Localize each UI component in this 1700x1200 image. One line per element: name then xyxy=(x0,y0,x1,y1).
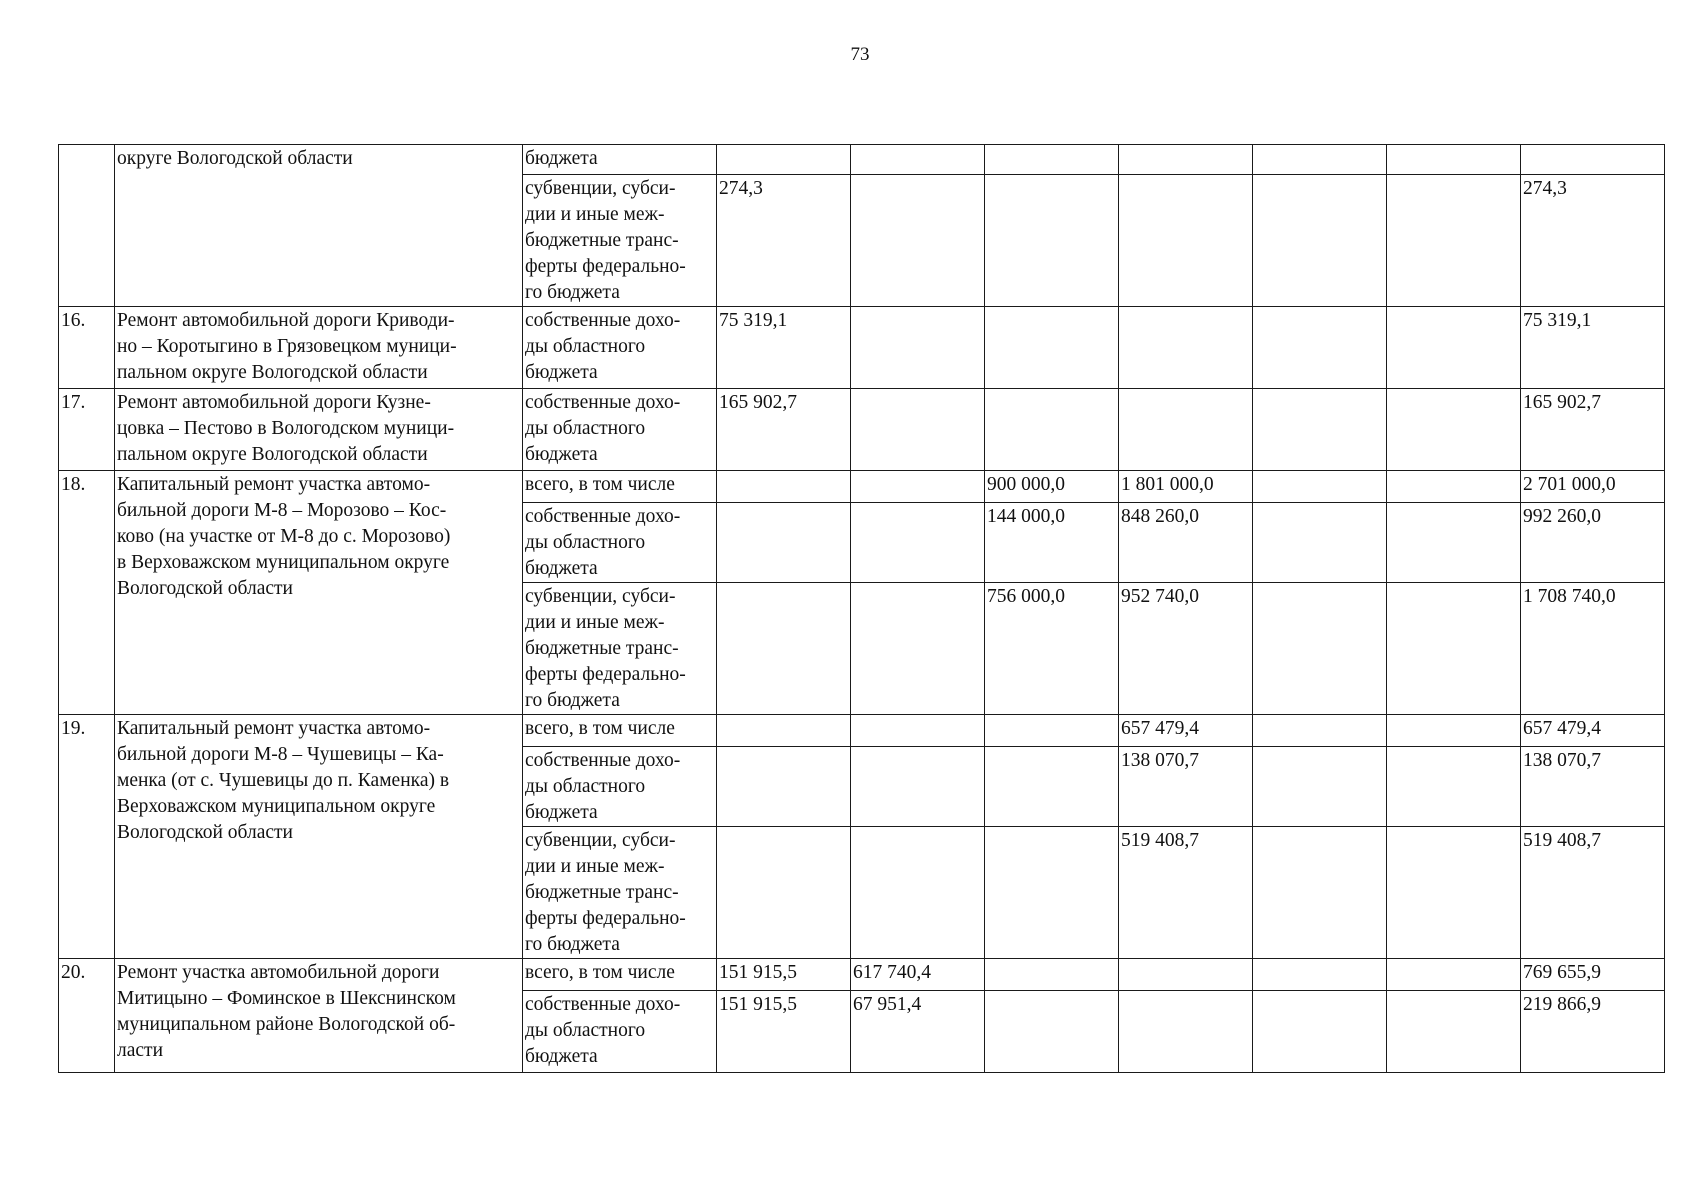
year-value-cell: 952 740,0 xyxy=(1119,583,1253,715)
budget-table-body xyxy=(59,145,1665,1073)
year-value-cell xyxy=(985,827,1119,959)
year-value-cell xyxy=(851,715,985,747)
funding-source-cell: всего, в том числе xyxy=(523,471,717,503)
year-value-cell xyxy=(1387,389,1521,471)
object-name-cell: Ремонт автомобильной дороги Кузне- цовка – Пестово в Вологодском муници- пальном округе Вологодской области xyxy=(115,389,523,471)
year-value-cell xyxy=(1387,583,1521,715)
total-value-cell: 75 319,1 xyxy=(1521,307,1665,389)
total-value-cell: 165 902,7 xyxy=(1521,389,1665,471)
table-row xyxy=(59,715,1665,747)
row-number-cell: 19. xyxy=(59,715,115,959)
funding-source-cell: собственные дохо- ды областного бюджета xyxy=(523,389,717,471)
year-value-cell xyxy=(717,715,851,747)
funding-source-cell: всего, в том числе xyxy=(523,959,717,991)
year-value-cell xyxy=(1119,175,1253,307)
year-value-cell xyxy=(851,175,985,307)
year-value-cell: 519 408,7 xyxy=(1119,827,1253,959)
table-row xyxy=(59,145,1665,175)
year-value-cell xyxy=(1119,307,1253,389)
year-value-cell xyxy=(985,145,1119,175)
year-value-cell: 75 319,1 xyxy=(717,307,851,389)
funding-source-cell: собственные дохо- ды областного бюджета xyxy=(523,747,717,827)
year-value-cell: 756 000,0 xyxy=(985,583,1119,715)
year-value-cell: 274,3 xyxy=(717,175,851,307)
funding-source-cell: субвенции, субси- дии и иные меж- бюджетные транс- ферты федерально- го бюджета xyxy=(523,583,717,715)
total-value-cell: 2 701 000,0 xyxy=(1521,471,1665,503)
object-name-cell: Ремонт автомобильной дороги Криводи- но – Коротыгино в Грязовецком муници- пальном округе Вологодской области xyxy=(115,307,523,389)
total-value-cell: 1 708 740,0 xyxy=(1521,583,1665,715)
year-value-cell xyxy=(717,827,851,959)
funding-source-cell: субвенции, субси- дии и иные меж- бюджетные транс- ферты федерально- го бюджета xyxy=(523,175,717,307)
year-value-cell xyxy=(717,583,851,715)
year-value-cell xyxy=(1119,145,1253,175)
total-value-cell: 992 260,0 xyxy=(1521,503,1665,583)
year-value-cell xyxy=(985,991,1119,1073)
year-value-cell: 138 070,7 xyxy=(1119,747,1253,827)
table-row xyxy=(59,959,1665,991)
year-value-cell: 900 000,0 xyxy=(985,471,1119,503)
funding-source-cell: бюджета xyxy=(523,145,717,175)
funding-source-cell: собственные дохо- ды областного бюджета xyxy=(523,307,717,389)
funding-source-cell: собственные дохо- ды областного бюджета xyxy=(523,991,717,1073)
year-value-cell xyxy=(851,747,985,827)
year-value-cell xyxy=(1253,389,1387,471)
year-value-cell xyxy=(1253,583,1387,715)
year-value-cell xyxy=(1387,747,1521,827)
table-row xyxy=(59,471,1665,503)
year-value-cell: 151 915,5 xyxy=(717,959,851,991)
year-value-cell xyxy=(1253,503,1387,583)
year-value-cell: 151 915,5 xyxy=(717,991,851,1073)
year-value-cell xyxy=(985,747,1119,827)
total-value-cell: 274,3 xyxy=(1521,175,1665,307)
row-number-cell: 16. xyxy=(59,307,115,389)
year-value-cell xyxy=(1387,175,1521,307)
funding-source-cell: всего, в том числе xyxy=(523,715,717,747)
row-number-cell: 20. xyxy=(59,959,115,1073)
year-value-cell xyxy=(1387,715,1521,747)
year-value-cell xyxy=(1253,145,1387,175)
object-name-cell: Капитальный ремонт участка автомо- бильной дороги М-8 – Чушевицы – Ка- менка (от с. Чушевицы до п. Каменка) в Верховажском муниципальном округе Вологодской области xyxy=(115,715,523,959)
year-value-cell xyxy=(1387,471,1521,503)
total-value-cell xyxy=(1521,145,1665,175)
year-value-cell xyxy=(1119,959,1253,991)
object-name-cell: Капитальный ремонт участка автомо- бильной дороги М-8 – Морозово – Кос- ково (на участке от М-8 до с. Морозово) в Верховажском муниципальном округе Вологодской области xyxy=(115,471,523,715)
year-value-cell xyxy=(851,307,985,389)
table-row xyxy=(59,307,1665,389)
year-value-cell xyxy=(985,715,1119,747)
year-value-cell: 67 951,4 xyxy=(851,991,985,1073)
year-value-cell: 848 260,0 xyxy=(1119,503,1253,583)
total-value-cell: 657 479,4 xyxy=(1521,715,1665,747)
year-value-cell xyxy=(851,471,985,503)
year-value-cell xyxy=(717,471,851,503)
year-value-cell xyxy=(851,503,985,583)
year-value-cell xyxy=(985,307,1119,389)
year-value-cell xyxy=(851,389,985,471)
year-value-cell xyxy=(851,827,985,959)
row-number-cell: 17. xyxy=(59,389,115,471)
year-value-cell xyxy=(1253,307,1387,389)
year-value-cell xyxy=(985,175,1119,307)
page-number: 73 xyxy=(850,44,870,65)
year-value-cell xyxy=(985,959,1119,991)
year-value-cell xyxy=(1253,175,1387,307)
funding-source-cell: субвенции, субси- дии и иные меж- бюджетные транс- ферты федерально- го бюджета xyxy=(523,827,717,959)
row-number-cell xyxy=(59,145,115,307)
year-value-cell: 617 740,4 xyxy=(851,959,985,991)
year-value-cell xyxy=(1119,991,1253,1073)
year-value-cell xyxy=(851,583,985,715)
year-value-cell: 657 479,4 xyxy=(1119,715,1253,747)
funding-source-cell: собственные дохо- ды областного бюджета xyxy=(523,503,717,583)
year-value-cell xyxy=(1253,471,1387,503)
year-value-cell xyxy=(985,389,1119,471)
budget-table xyxy=(58,144,1665,1073)
total-value-cell: 219 866,9 xyxy=(1521,991,1665,1073)
year-value-cell xyxy=(717,145,851,175)
year-value-cell xyxy=(1253,991,1387,1073)
total-value-cell: 769 655,9 xyxy=(1521,959,1665,991)
year-value-cell: 165 902,7 xyxy=(717,389,851,471)
year-value-cell xyxy=(1253,747,1387,827)
year-value-cell xyxy=(717,503,851,583)
year-value-cell xyxy=(1387,503,1521,583)
year-value-cell xyxy=(1387,145,1521,175)
year-value-cell xyxy=(1253,959,1387,991)
year-value-cell xyxy=(1387,307,1521,389)
year-value-cell xyxy=(717,747,851,827)
year-value-cell xyxy=(851,145,985,175)
total-value-cell: 519 408,7 xyxy=(1521,827,1665,959)
total-value-cell: 138 070,7 xyxy=(1521,747,1665,827)
row-number-cell: 18. xyxy=(59,471,115,715)
year-value-cell xyxy=(1387,991,1521,1073)
year-value-cell xyxy=(1387,959,1521,991)
object-name-cell: округе Вологодской области xyxy=(115,145,523,307)
object-name-cell: Ремонт участка автомобильной дороги Митицыно – Фоминское в Шекснинском муниципальном районе Вологодской об- ласти xyxy=(115,959,523,1073)
year-value-cell xyxy=(1119,389,1253,471)
table-row xyxy=(59,389,1665,471)
year-value-cell xyxy=(1253,715,1387,747)
year-value-cell: 144 000,0 xyxy=(985,503,1119,583)
year-value-cell: 1 801 000,0 xyxy=(1119,471,1253,503)
year-value-cell xyxy=(1387,827,1521,959)
year-value-cell xyxy=(1253,827,1387,959)
